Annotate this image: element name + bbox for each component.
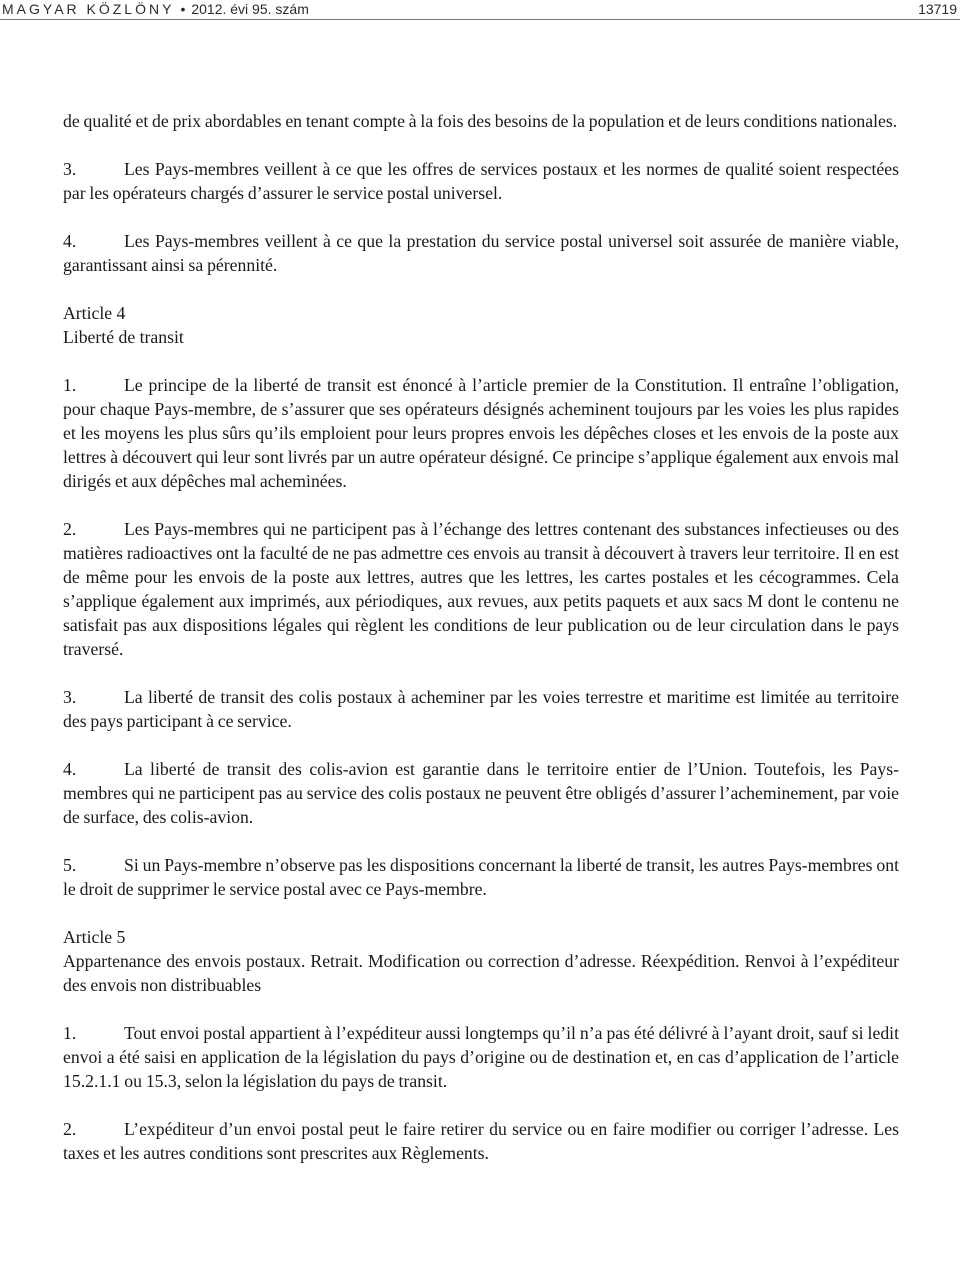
paragraph-number: 5. [63, 855, 77, 875]
paragraph-text: Les Pays-membres veillent à ce que les offres de services postaux et les normes de qualité soient respectées par les opérateurs chargés d’assurer le service postal universel. [63, 159, 899, 203]
header-left [2, 1, 309, 17]
article-4-heading [63, 301, 899, 349]
article-label: Article 4 [63, 303, 126, 323]
paragraph-number: 2. [63, 519, 77, 539]
article-5-heading [63, 925, 899, 997]
article-5-paragraph-1 [63, 1021, 899, 1093]
paragraph-text: de qualité et de prix abordables en tenant compte à la fois des besoins de la population et de leurs conditions nationales. [63, 111, 898, 131]
paragraph-text: Les Pays-membres veillent à ce que la prestation du service postal universel soit assurée de manière viable, garantissant ainsi sa pérennité. [63, 231, 899, 275]
paragraph-text: Si un Pays-membre n’observe pas les dispositions concernant la liberté de transit, les autres Pays-membres ont le droit de supprimer le service postal avec ce Pays-membre. [63, 855, 899, 899]
article-4-paragraph-2 [63, 517, 899, 661]
article-4-paragraph-4 [63, 757, 899, 829]
article-title: Appartenance des envois postaux. Retrait. Modification ou correction d’adresse. Réexpédition. Renvoi à l’expéditeur des envois non distribuables [63, 951, 899, 995]
paragraph-text: Les Pays-membres qui ne participent pas à l’échange des lettres contenant des substances infectieuses ou des matières radioactives ont la faculté de ne pas admettre ces envois au transit à découvert à travers leur territoire. Il en est de même pour les envois de la poste aux lettres, autres que les lettres, les cartes postales et les cécogrammes. Cela s’applique également aux imprimés, aux périodiques, aux revues, aux petits paquets et aux sacs M dont le contenu ne satisfait pas aux dispositions légales qui règlent les conditions de leur publication ou de leur circulation dans le pays traversé. [63, 519, 899, 659]
article-label: Article 5 [63, 927, 126, 947]
paragraph-number: 1. [63, 375, 77, 395]
article-5-paragraph-2 [63, 1117, 899, 1165]
paragraph-number: 4. [63, 231, 77, 251]
continued-paragraph [63, 109, 899, 133]
paragraph-text: Tout envoi postal appartient à l’expéditeur aussi longtemps qu’il n’a pas été délivré à l’ayant droit, sauf si ledit envoi a été saisi en application de la législation du pays d’origine ou de destination et, en cas d’application de l’article 15.2.1.1 ou 15.3, selon la législation du pays de transit. [63, 1023, 899, 1091]
paragraph-text: La liberté de transit des colis-avion est garantie dans le territoire entier de l’Union. Toutefois, les Pays-membres qui ne participent pas au service des colis postaux ne peuvent être obligés d’assurer l’acheminement, par voie de surface, des colis-avion. [63, 759, 899, 827]
paragraph-4 [63, 229, 899, 277]
issue-number: 2012. évi 95. szám [191, 1, 309, 17]
paragraph-text: Le principe de la liberté de transit est énoncé à l’article premier de la Constitution. Il entraîne l’obligation, pour chaque Pays-membre, de s’assurer que ses opérateurs désignés acheminent toujours par les voies les plus rapides et les moyens les plus sûrs qu’ils emploient pour leurs propres envois les dépêches closes et les envois de la poste aux lettres à découvert qui leur sont livrés par un autre opérateur désigné. Ce principe s’applique également aux envois mal dirigés et aux dépêches mal acheminées. [63, 375, 899, 491]
journal-name: MAGYAR KÖZLÖNY [2, 1, 175, 17]
article-4-paragraph-5 [63, 853, 899, 901]
paragraph-text: L’expéditeur d’un envoi postal peut le faire retirer du service ou en faire modifier ou corriger l’adresse. Les taxes et les autres conditions sont prescrites aux Règlements. [63, 1119, 899, 1163]
paragraph-number: 2. [63, 1119, 77, 1139]
article-4-paragraph-1 [63, 373, 899, 493]
document-body [63, 109, 899, 1189]
page-number: 13719 [918, 1, 957, 17]
paragraph-number: 1. [63, 1023, 77, 1043]
article-title: Liberté de transit [63, 327, 184, 347]
paragraph-number: 3. [63, 687, 77, 707]
paragraph-number: 4. [63, 759, 77, 779]
header-bullet: • [180, 1, 186, 17]
paragraph-3 [63, 157, 899, 205]
paragraph-number: 3. [63, 159, 77, 179]
paragraph-text: La liberté de transit des colis postaux à acheminer par les voies terrestre et maritime est limitée au territoire des pays participant à ce service. [63, 687, 899, 731]
header-rule [0, 19, 960, 20]
article-4-paragraph-3 [63, 685, 899, 733]
